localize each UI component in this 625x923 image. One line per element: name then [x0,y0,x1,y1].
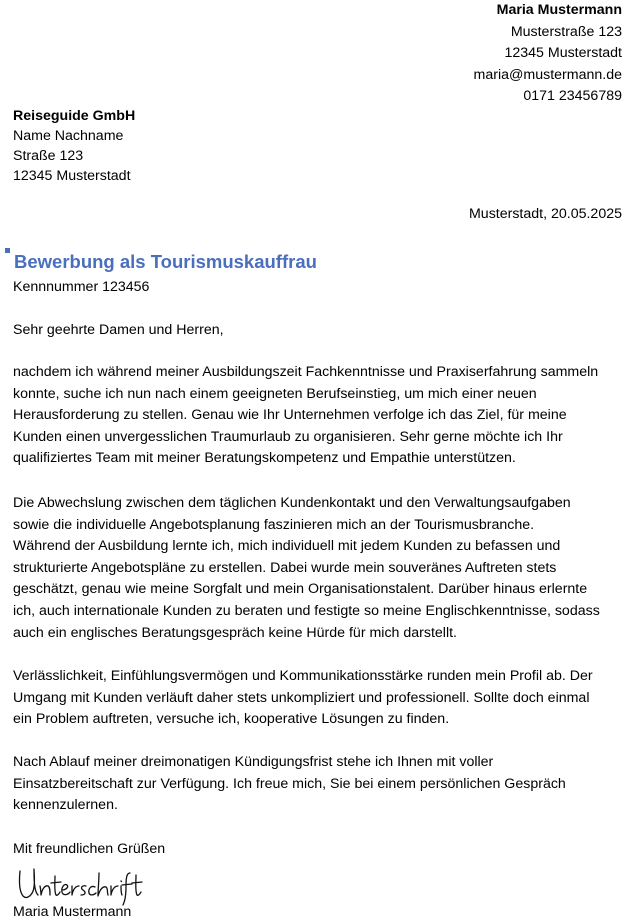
body-paragraph-2 [13,493,621,644]
paragraph-line: auch ein englisches Beratungsgespräch keine Hürde für mich darstellt. [13,624,457,641]
recipient-block [13,106,135,186]
paragraph-line: geschätzt, genau wie meine Sorgfalt und mein Organisationstalent. Darüber hinaus erlernte [13,581,588,598]
body-paragraph-3 [13,666,621,731]
recipient-contact: Name Nachname [13,128,124,144]
paragraph-line: qualifiziertes Team mit meiner Beratungskompetenz und Empathie unterstützen. [13,450,516,467]
paragraph-line: Die Abwechslung zwischen dem täglichen Kundenkontakt und den Verwaltungsaufgaben [13,495,571,511]
subject-marker [5,248,10,253]
sender-phone: 0171 23456789 [523,88,622,105]
sender-block [474,0,622,108]
paragraph-line: Nach Ablauf meiner dreimonatigen Kündigungsfrist stehe ich Ihnen mit voller [13,754,494,770]
sender-street: Musterstraße 123 [510,23,622,40]
recipient-city: 12345 Musterstadt [13,168,131,184]
paragraph-line: ein Problem auftreten, versuche ich, kooperative Lösungen zu finden. [13,711,450,728]
sender-email: maria@mustermann.de [473,66,622,83]
sender-city: 12345 Musterstadt [504,45,622,62]
paragraph-line: Kunden einen unvergesslichen Traumurlaub zu organisieren. Sehr gerne möchte ich Ihr [13,428,563,445]
salutation: Sehr geehrte Damen und Herren, [13,322,224,338]
paragraph-line: konnte, suche ich nun nach einem geeigneten Berufseinstieg, um mich einer neuen [13,385,537,402]
recipient-company: Reiseguide GmbH [13,108,136,124]
paragraph-line: ich, auch internationale Kunden zu beraten und festigte so meine Englischkenntnisse, sodass [13,602,600,619]
paragraph-line: Während der Ausbildung lernte ich, mich individuell mit jedem Kunden zu befassen und [13,538,561,555]
paragraph-line: strukturierte Angebotspläne zu erstellen. Dabei wurde mein souveränes Auftreten stets [13,559,557,576]
reference-number: Kennnummer 123456 [13,279,150,295]
closing-phrase: Mit freundlichen Grüßen [13,841,166,857]
letter-date: Musterstadt, 20.05.2025 [468,206,622,222]
paragraph-line: kennenzulernen. [13,797,118,814]
signer-name: Maria Mustermann [13,904,132,920]
sender-name: Maria Mustermann [496,2,622,18]
paragraph-line: Umgang mit Kunden verläuft daher stets unkompliziert und professionell. Sollte doch einmal [13,689,590,706]
paragraph-line: sowie die individuelle Angebotsplanung faszinieren mich an der Tourismusbranche. [13,516,535,533]
paragraph-line: Verlässlichkeit, Einfühlungsvermögen und Kommunikationsstärke runden mein Profil ab. Der [13,668,593,684]
paragraph-line: Herausforderung zu stellen. Genau wie Ihr Unternehmen verfolge ich das Ziel, für meine [13,407,567,424]
body-paragraph-1 [13,362,621,470]
body-paragraph-4 [13,752,621,817]
recipient-street: Straße 123 [13,148,84,164]
paragraph-line: nachdem ich während meiner Ausbildungszeit Fachkenntnisse und Praxiserfahrung sammeln [13,364,599,380]
handwritten-signature [14,861,144,907]
paragraph-line: Einsatzbereitschaft zur Verfügung. Ich freue mich, Sie bei einem persönlichen Gespräch [13,775,566,792]
letter-subject: Bewerbung als Tourismuskauffrau [14,251,317,272]
